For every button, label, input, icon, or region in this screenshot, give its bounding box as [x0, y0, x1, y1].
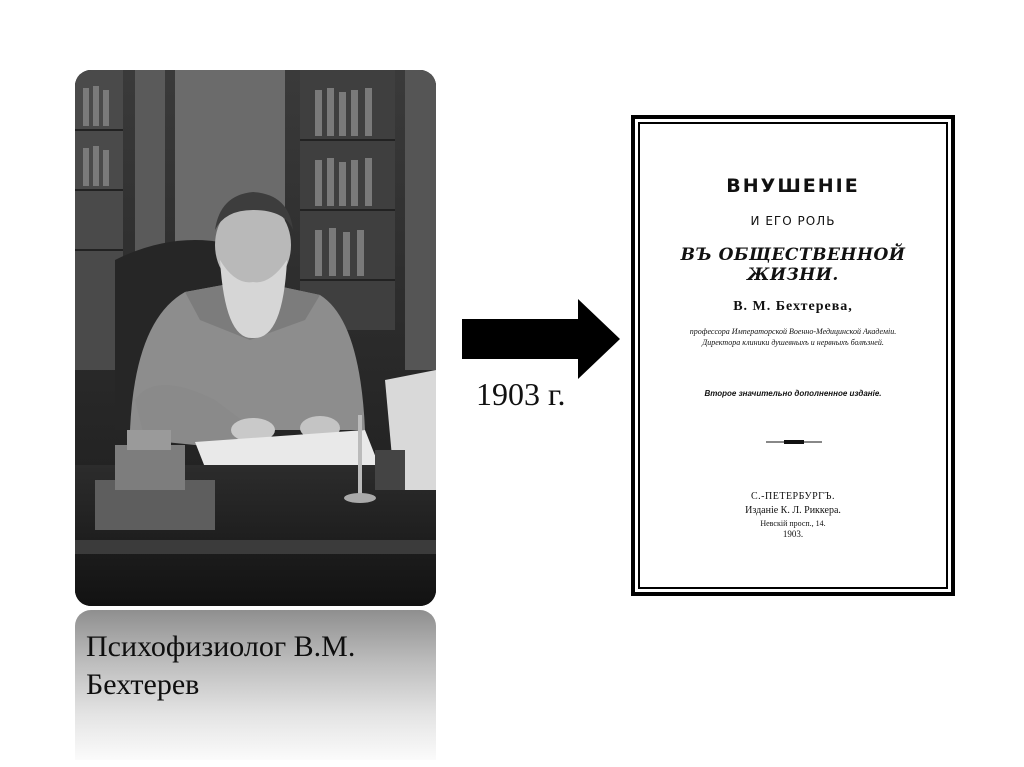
portrait-caption — [86, 628, 431, 704]
portrait-photo — [75, 70, 436, 606]
book-edition: Второе значительно дополненное изданiе. — [704, 389, 882, 398]
book-year: 1903. — [782, 529, 804, 539]
portrait-photo-image — [75, 70, 436, 606]
book-title-line-1: ВНУШЕНIЕ — [726, 175, 860, 197]
book-affiliation-line-2: Директора клиники душевныхъ и нервныхъ болѣзней. — [702, 338, 884, 347]
book-address: Невскiй просп., 14. — [760, 519, 826, 528]
book-title-page — [631, 115, 955, 596]
year-label: 1903 г. — [476, 376, 566, 412]
book-title-line-3: ВЪ ОБЩЕСТВЕННОЙ ЖИЗНИ. — [680, 245, 906, 285]
book-affiliation-line-1: профессора Императорской Военно-Медицинской Академiи. — [689, 327, 897, 336]
caption-line-2: Бехтерев — [86, 668, 200, 701]
caption-line-1: Психофизиолог В.М. — [86, 630, 356, 663]
arrow-right-icon — [462, 299, 622, 379]
book-city: С.-ПЕТЕРБУРГЪ. — [751, 491, 835, 502]
book-publisher: Изданiе К. Л. Риккера. — [745, 505, 841, 516]
book-title-line-2: И ЕГО РОЛЬ — [750, 214, 836, 228]
book-author: В. М. Бехтерева, — [733, 299, 853, 314]
ornamental-rule-divider — [766, 439, 822, 445]
